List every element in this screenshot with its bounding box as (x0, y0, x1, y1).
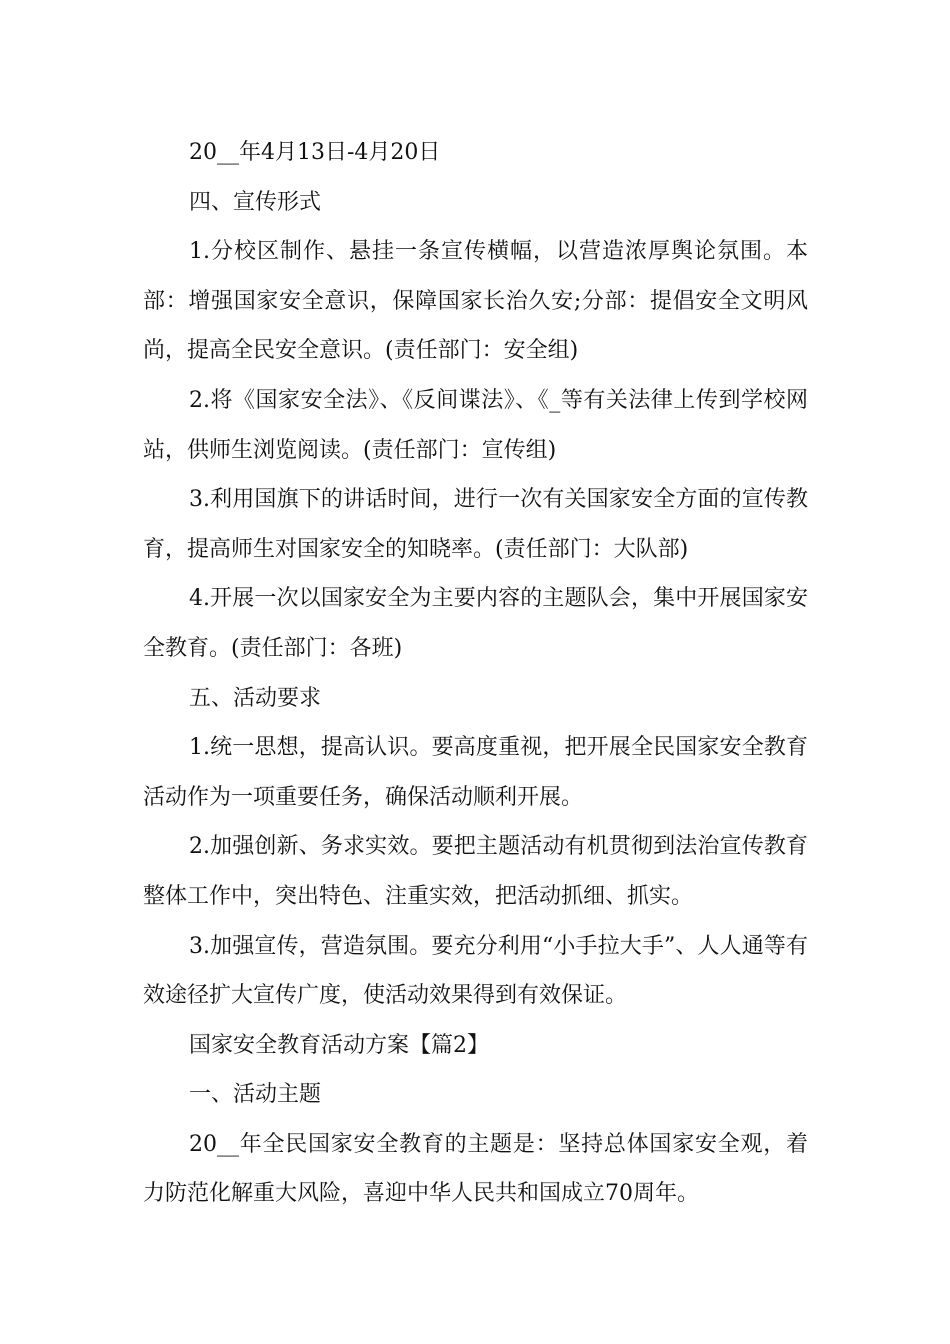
theme-paragraph: 20__年全民国家安全教育的主题是：坚持总体国家安全观，着力防范化解重大风险，喜迎中华人民共和国成立70周年。 (143, 1131, 808, 1207)
plan-title-part-2: 国家安全教育活动方案【篇2】 (189, 1032, 489, 1058)
section-heading-publicity-form: 四、宣传形式 (189, 189, 322, 215)
publicity-item-3: 3.利用国旗下的讲话时间，进行一次有关国家安全方面的宣传教育，提高师生对国家安全的知晓率。(责任部门：大队部) (143, 487, 808, 562)
requirement-item-2: 2.加强创新、务求实效。要把主题活动有机贯彻到法治宣传教育整体工作中，突出特色、注重实效，把活动抓细、抓实。 (143, 834, 808, 909)
document-body (143, 128, 808, 1219)
publicity-item-1: 1.分校区制作、悬挂一条宣传横幅，以营造浓厚舆论氛围。本部：增强国家安全意识，保障国家长治久安;分部：提倡安全文明风尚，提高全民安全意识。(责任部门：安全组) (143, 239, 808, 364)
date-range-line: 20__年4月13日-4月20日 (189, 140, 441, 165)
publicity-item-2: 2.将《国家安全法》、《反间谍法》、《_等有关法律上传到学校网站，供师生浏览阅读。(责任部门：宣传组) (143, 387, 808, 463)
requirement-item-1: 1.统一思想，提高认识。要高度重视，把开展全民国家安全教育活动作为一项重要任务，确保活动顺利开展。 (143, 735, 808, 810)
publicity-item-4: 4.开展一次以国家安全为主要内容的主题队会，集中开展国家安全教育。(责任部门：各班) (143, 586, 808, 661)
section-heading-theme: 一、活动主题 (189, 1082, 322, 1108)
requirement-item-3: 3.加强宣传，营造氛围。要充分利用“小手拉大手”、人人通等有效途径扩大宣传广度，使活动效果得到有效保证。 (143, 933, 808, 1009)
section-heading-requirements: 五、活动要求 (189, 685, 322, 711)
